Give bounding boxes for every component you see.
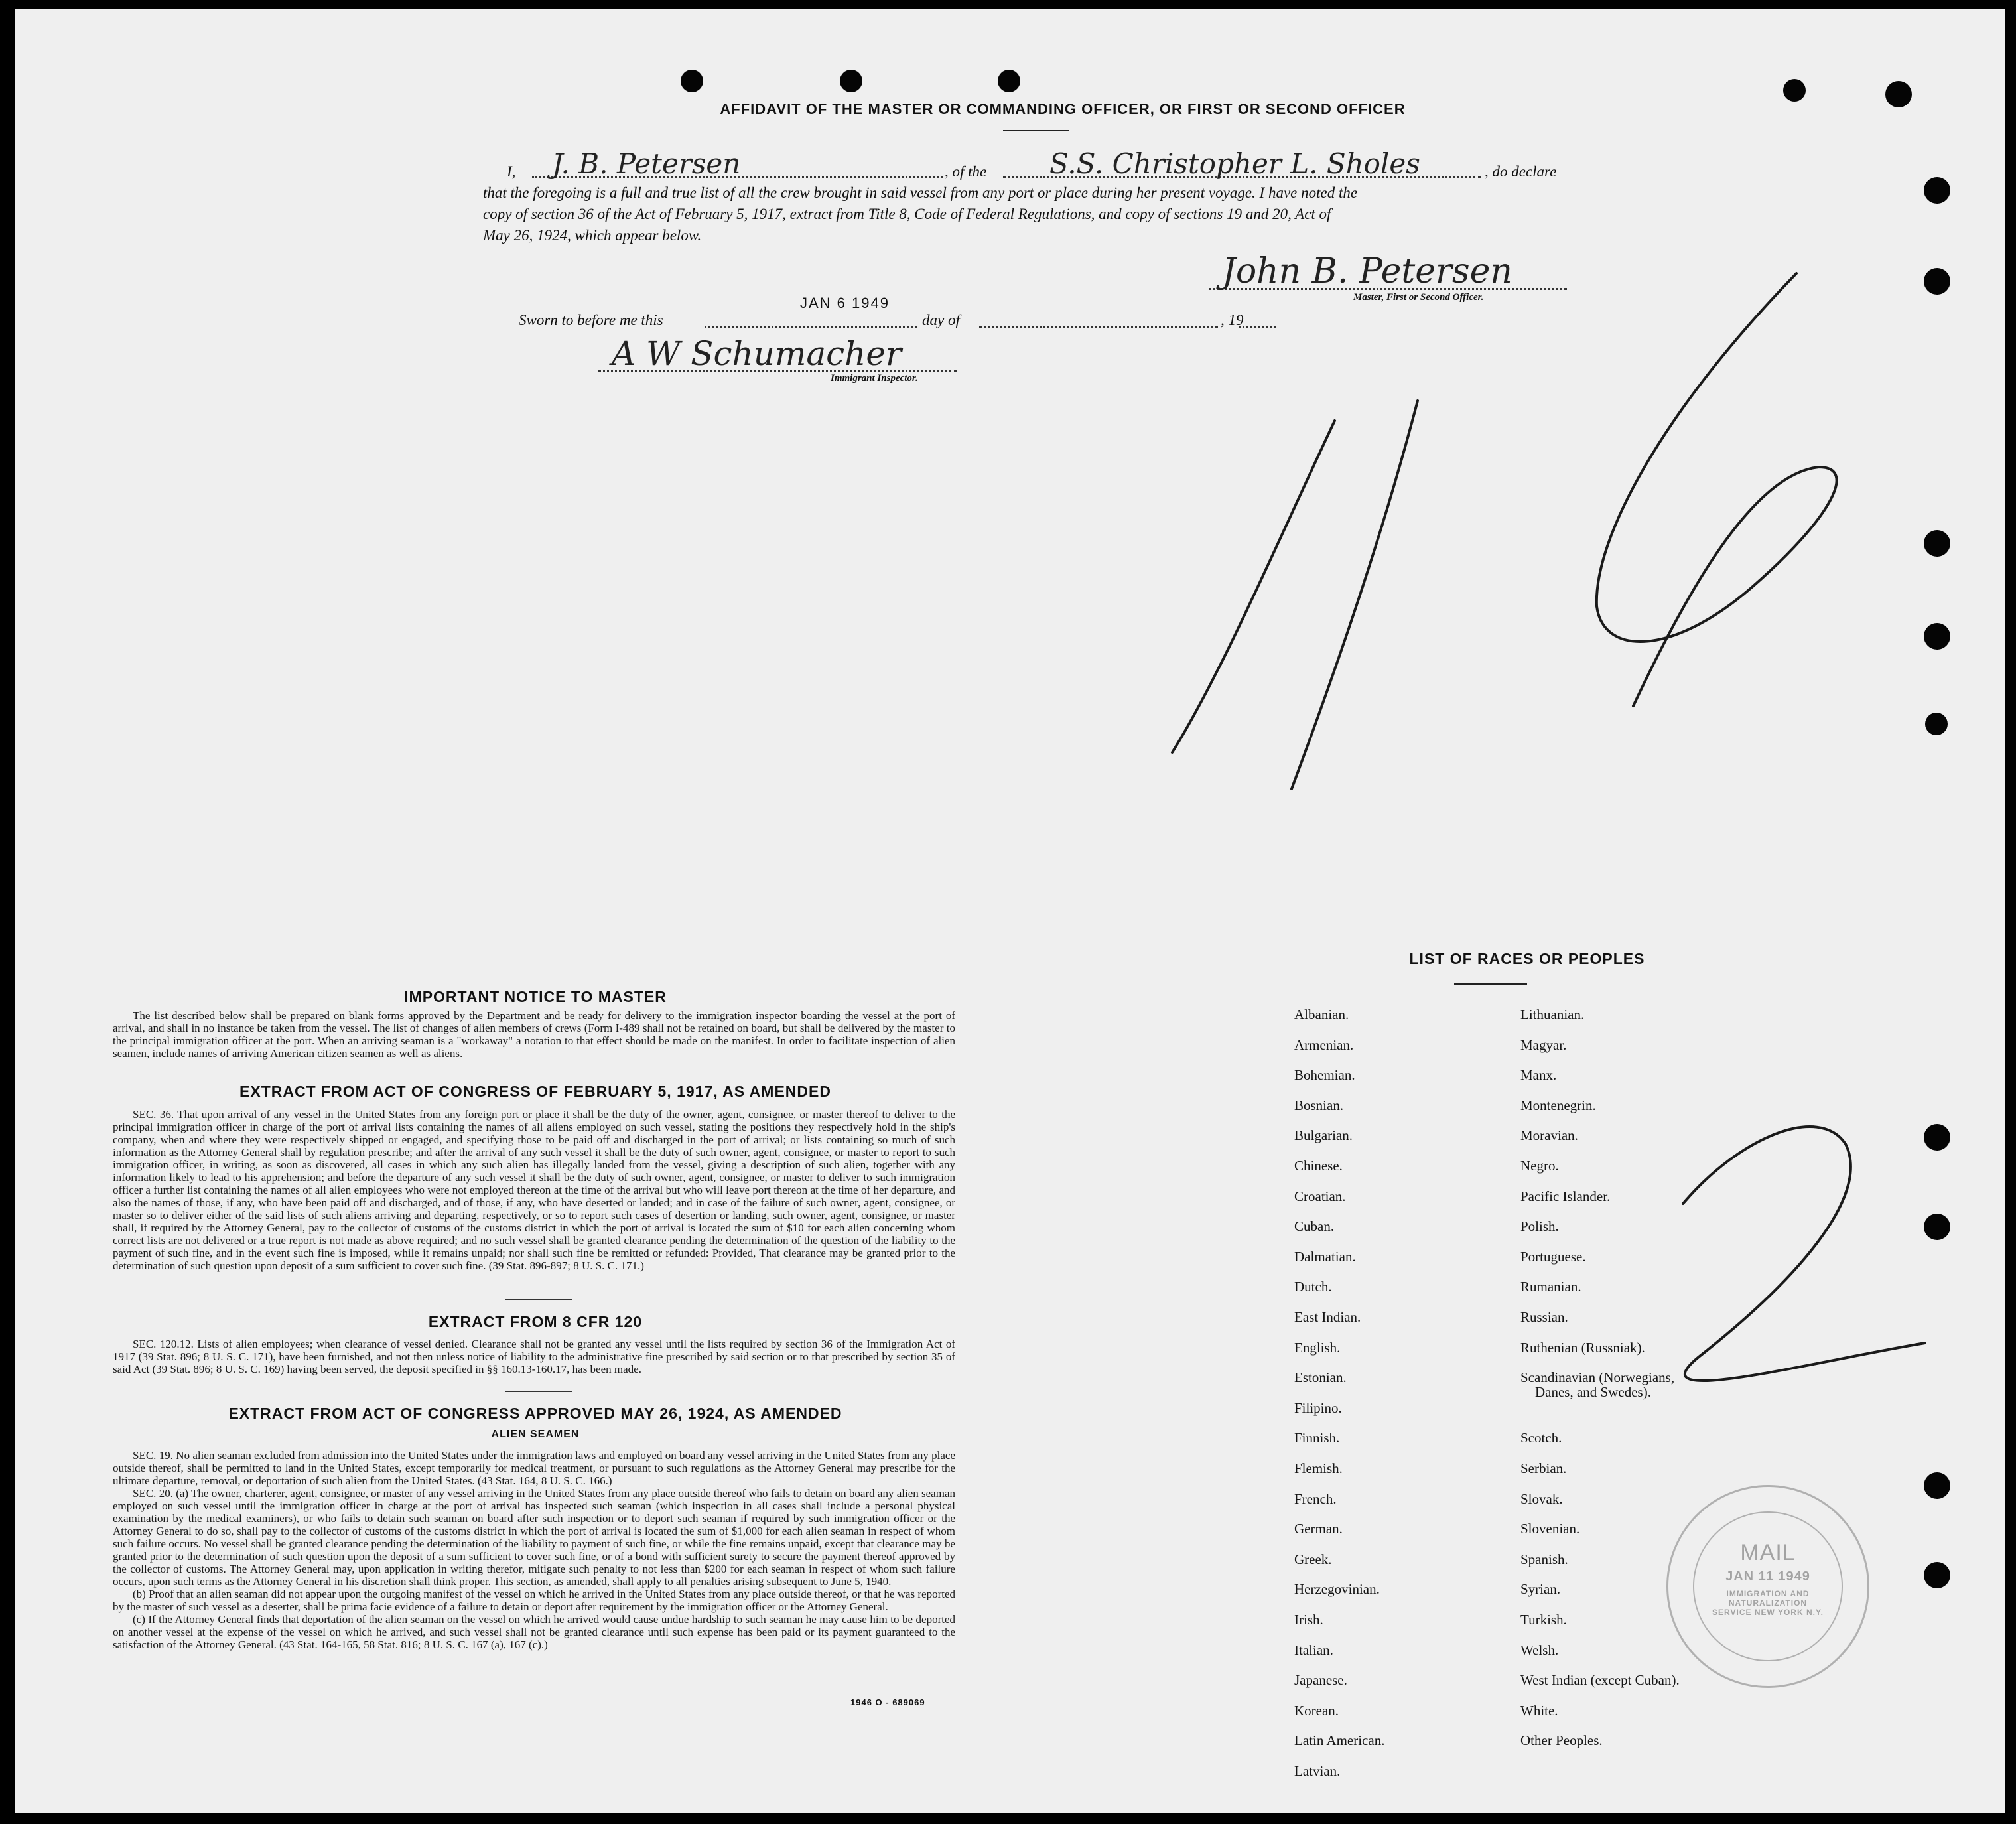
race-entry: Spanish.: [1520, 1551, 1568, 1567]
sec-20a-paragraph: SEC. 20. (a) The owner, charterer, agent, consignee, or master of any vessel arriving in the United States from any place outside thereof who fails to detain on board any alien seaman employed on such vessel until the immigration officer in charge at the port of arrival has inspected such seaman (which inspection in all cases shall include a personal physical examination by the medical examiners), or who fails to detain such seaman on board after such inspection or to deport such seaman if required by such immigration officer or the Attorney General to do so, shall pay to the collector of customs of the customs district in which the port of arrival is located the sum of $1,000 for each alien seaman in respect of whom such failure occurs. No vessel shall be granted clearance pending the determination of the liability to payment of such fine, or while the fine remains unpaid, except that clearance may be granted prior to the determination of such question upon the deposit of a sum sufficient to cover such fine, or of a bond with sufficient surety to secure the payment thereof approved by the collector of customs. The Attorney General may, upon application in writing therefor, mitigate such penalty to not less than $200 for each seaman in respect of whom such failure occurs, upon such terms as the Attorney General in his discretion shall think proper. This section, as amended, shall apply to all penalties arising subsequent to June 5, 1940.: [113, 1487, 955, 1588]
race-entry: Ruthenian (Russniak).: [1520, 1339, 1645, 1356]
sec-20c-paragraph: (c) If the Attorney General finds that deportation of the alien seaman on the vessel on which he arrived would cause undue hardship to such seaman he may cause him to be deported on another vessel at the expense of the vessel on which he arrived, and such vessel shall not be granted clearance until such expense has been paid or its payment guaranteed to the satisfaction of the Attorney General. (43 Stat. 164-165, 58 Stat. 816; 8 U. S. C. 167 (a), 167 (c).): [113, 1613, 955, 1651]
race-entry: Korean.: [1294, 1702, 1339, 1719]
notice-heading: IMPORTANT NOTICE TO MASTER: [404, 988, 667, 1005]
race-entry: French.: [1294, 1490, 1337, 1507]
race-entry: Croatian.: [1294, 1188, 1346, 1204]
race-entry: Greek.: [1294, 1551, 1332, 1567]
stamp-date: JAN 11 1949: [1725, 1569, 1810, 1584]
race-entry: Italian.: [1294, 1642, 1333, 1658]
race-entry: German.: [1294, 1521, 1343, 1537]
race-entry: Scandinavian (Norwegians,: [1520, 1369, 1675, 1386]
race-entry: Slovak.: [1520, 1490, 1563, 1507]
stamp-agency: IMMIGRATION AND NATURALIZATION SERVICE NEW YORK N.Y.: [1712, 1589, 1824, 1617]
races-heading: LIST OF RACES OR PEOPLES: [1409, 950, 1645, 967]
race-entry: Cuban.: [1294, 1218, 1335, 1235]
race-entry: Rumanian.: [1520, 1279, 1581, 1295]
race-entry: Magyar.: [1520, 1036, 1567, 1053]
stamp-title: MAIL: [1740, 1540, 1796, 1565]
race-entry: Irish.: [1294, 1612, 1323, 1628]
declaration-line-2: that the foregoing is a full and true list of all the crew brought in said vessel from any port or place during her present voyage. I have noted the: [483, 184, 1358, 201]
inspector-title-label: Immigrant Inspector.: [831, 373, 918, 384]
extract-1924-body: [113, 1449, 955, 1651]
race-entry: Portuguese.: [1520, 1248, 1586, 1265]
race-entry: Scotch.: [1520, 1430, 1562, 1446]
race-entry: Latin American.: [1294, 1732, 1385, 1749]
declaration-line-4: May 26, 1924, which appear below.: [483, 227, 702, 244]
race-entry: Serbian.: [1520, 1460, 1567, 1476]
race-entry: Pacific Islander.: [1520, 1188, 1611, 1204]
declaration-prefix: I,: [507, 163, 516, 180]
race-entry: Russian.: [1520, 1309, 1568, 1325]
race-entry: Flemish.: [1294, 1460, 1343, 1476]
race-entry: Latvian.: [1294, 1763, 1341, 1779]
sec-20b-paragraph: (b) Proof that an alien seaman did not appear upon the outgoing manifest of the vessel on which he arrived in the United States from any place outside thereof, or that he was reported by the master of such vessel as a deserter, shall be prima facie evidence of a failure to detain or deport after requirement by the immigration officer or the Attorney General.: [113, 1588, 955, 1613]
declaration-line-3: copy of section 36 of the Act of February 5, 1917, extract from Title 8, Code of Federal Regulations, and copy of sections 19 and 20, Act of: [483, 206, 1331, 222]
races-rule: [1454, 983, 1527, 985]
race-entry: Albanian.: [1294, 1007, 1349, 1022]
master-title-label: Master, First or Second Officer.: [1353, 292, 1484, 303]
race-entry: Herzegovinian.: [1294, 1581, 1380, 1598]
race-entry: Armenian.: [1294, 1036, 1354, 1053]
extract-cfr-heading: EXTRACT FROM 8 CFR 120: [428, 1313, 643, 1330]
race-entry: Syrian.: [1520, 1581, 1561, 1598]
vessel-name-handwritten: S.S. Christopher L. Sholes: [1049, 147, 1420, 180]
race-entry: East Indian.: [1294, 1309, 1361, 1325]
extract-cfr-body: [113, 1338, 955, 1375]
race-entry: Negro.: [1520, 1158, 1559, 1174]
race-entry: Welsh.: [1520, 1642, 1559, 1658]
race-entry: Dutch.: [1294, 1279, 1332, 1295]
sec-19-paragraph: SEC. 19. No alien seaman excluded from admission into the United States under the immigration laws and employed on board any vessel arriving in the United States from any place outside thereof, shall be permitted to land in the United States, except temporarily for medical treatment, or pursuant to such regulations as the Attorney General may prescribe for the ultimate departure, removal, or deportation of such alien from the United States. (43 Stat. 164, 8 U. S. C. 166.): [113, 1449, 955, 1487]
race-entry: Slovenian.: [1520, 1521, 1580, 1537]
year-label: , 19: [1221, 312, 1244, 328]
race-entry: West Indian (except Cuban).: [1520, 1672, 1680, 1689]
sworn-label: Sworn to before me this: [519, 312, 663, 328]
race-entry: Estonian.: [1294, 1369, 1347, 1386]
officer-name-handwritten: J. B. Petersen: [552, 147, 741, 180]
race-entry: Turkish.: [1520, 1612, 1567, 1628]
sworn-date-stamp: JAN 6 1949: [800, 295, 890, 311]
race-entry: White.: [1520, 1702, 1558, 1719]
race-entry: Bulgarian.: [1294, 1127, 1353, 1144]
alien-seamen-subheading: ALIEN SEAMEN: [491, 1429, 580, 1440]
master-signature: John B. Petersen: [1222, 251, 1512, 291]
race-entry: Finnish.: [1294, 1430, 1340, 1446]
day-of-label: day of: [922, 312, 960, 328]
extract-1917-heading: EXTRACT FROM ACT OF CONGRESS OF FEBRUARY 5, 1917, AS AMENDED: [239, 1083, 831, 1100]
race-entry: Other Peoples.: [1520, 1732, 1603, 1749]
affidavit-title: AFFIDAVIT OF THE MASTER OR COMMANDING OFFICER, OR FIRST OR SECOND OFFICER: [720, 101, 1406, 117]
do-declare-label: , do declare: [1485, 163, 1557, 180]
rule: [505, 1299, 572, 1300]
race-entry: Filipino.: [1294, 1399, 1342, 1416]
rule: [505, 1391, 572, 1392]
print-code: 1946 O - 689069: [850, 1697, 925, 1707]
race-entry: Dalmatian.: [1294, 1248, 1356, 1265]
race-entry: Japanese.: [1294, 1672, 1347, 1689]
sec-36-paragraph: SEC. 36. That upon arrival of any vessel in the United States from any foreign port or place it shall be the duty of the owner, agent, consignee, or master thereof to deliver to the principal immigration officer in charge of the port of arrival lists containing the names of all aliens employed on such vessel, stating the positions they respectively hold in the ship's company, when and where they were respectively shipped or engaged, and specifying those to be paid off and discharged in the port of arrival; or lists containing so much of such information as the Attorney General shall by regulation prescribe; and after the arrival of any such vessel it shall be the duty of such owner, agent, consignee, or master to report to such immigration officer, in writing, as soon as discovered, all cases in which any such alien has illegally landed from the vessel, giving a description of such alien, together with any information likely to lead to his apprehension; and before the departure of any such vessel it shall be the duty of such owner, agent, consignee, or master to deliver to such immigration officer a further list containing the names of all alien employees who were not employed thereon at the time of the arrival but who will leave port thereon at the time of her departure, and also the names of those, if any, who have been paid off and discharged, and of those, if any, who have deserted or landed; and in case of the failure of such owner, agent, consignee, or master so to deliver either of the said lists of such aliens arriving and departing, respectively, or so to report such cases of desertion or landing, such owner, agent, consignee, or master shall, if required by the Attorney General, pay to the collector of customs of the customs district in which the port of arrival is located the sum of $10 for each alien concerning whom correct lists are not delivered or a true report is not made as above required; and no such vessel shall be granted clearance pending the determination of the question of the liability to the payment of such fine, and in the event such fine is imposed, while it remains unpaid; nor shall such fine be remitted or refunded: Provided, That clearance may be granted prior to the determination of such question upon deposit of a sum sufficient to cover such fine. (39 Stat. 896-897; 8 U. S. C. 171.): [113, 1108, 955, 1272]
race-entry: Montenegrin.: [1520, 1097, 1596, 1113]
manifest-sheet: [15, 9, 2005, 1813]
race-entry: Bohemian.: [1294, 1067, 1355, 1084]
sec-120-12-paragraph: SEC. 120.12. Lists of alien employees; when clearance of vessel denied. Clearance shall not be granted any vessel until the lists required by section 36 of the Immigration Act of 1917 (39 Stat. 896; 8 U. S. C. 171), have been furnished, and not then unless notice of liability to the administrative fine prescribed by said section or to that prescribed by section 35 of said Act (39 Stat. 896; 8 U. S. C. 169) having been served, the deposit specified in §§ 160.13-160.17, has been made.: [113, 1338, 955, 1375]
extract-1917-body: [113, 1108, 955, 1272]
mail-received-stamp: [1666, 1485, 1869, 1688]
race-entry: Chinese.: [1294, 1158, 1343, 1174]
notice-paragraph: The list described below shall be prepared on blank forms approved by the Department and be ready for delivery to the immigration inspector boarding the vessel at the port of arrival, and shall in no instance be taken from the vessel. The list of changes of alien members of crews (Form I-489 shall not be retained on board, but shall be delivered by the master to the principal immigration officer at the port. When an arriving seaman is a "workaway" a notation to that effect should be made on the manifest. In order to facilitate inspection of alien seamen, include names of arriving American citizen seamen as well as aliens.: [113, 1009, 955, 1060]
race-entry: Lithuanian.: [1520, 1007, 1585, 1022]
stamp-ring: [1668, 1487, 1867, 1686]
race-entry: Moravian.: [1520, 1127, 1578, 1144]
extract-1924-heading: EXTRACT FROM ACT OF CONGRESS APPROVED MAY 26, 1924, AS AMENDED: [228, 1405, 842, 1422]
race-entry: Bosnian.: [1294, 1097, 1344, 1113]
race-entry-continuation: Danes, and Swedes).: [1535, 1384, 1651, 1401]
race-entry: Manx.: [1520, 1067, 1557, 1084]
race-entry: English.: [1294, 1339, 1341, 1356]
of-the-label: , of the: [945, 163, 987, 180]
inspector-signature: A W Schumacher: [612, 334, 902, 373]
race-entry: Polish.: [1520, 1218, 1559, 1235]
notice-body: [113, 1009, 955, 1060]
